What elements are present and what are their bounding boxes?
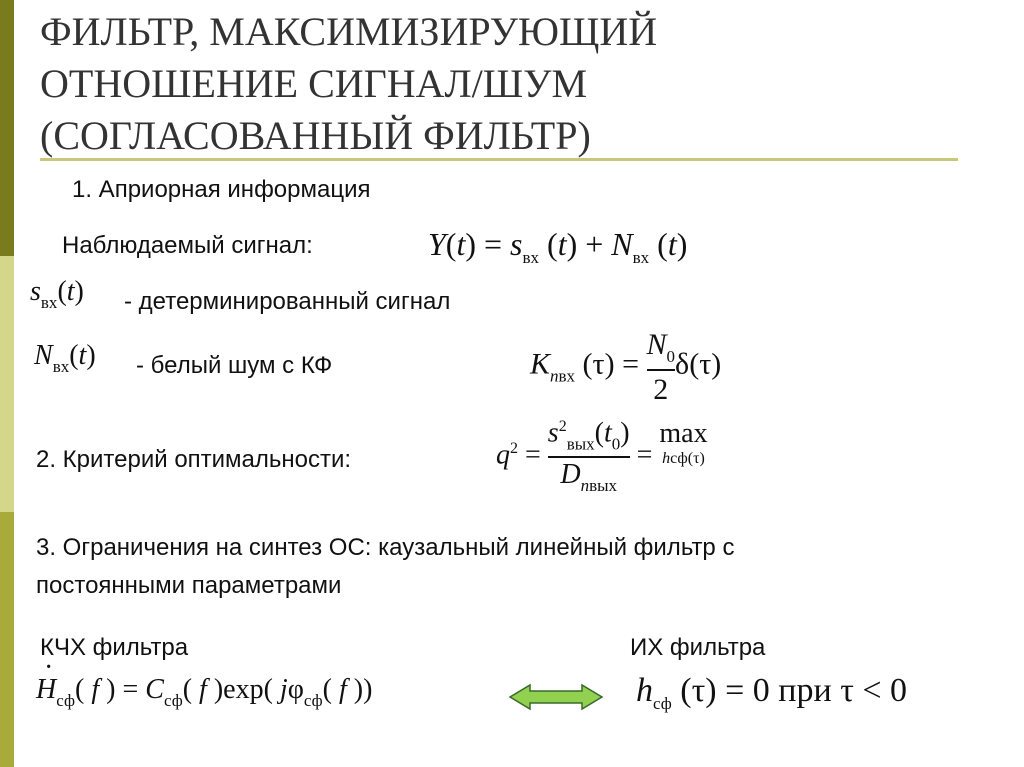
sidebar-band-bottom <box>0 512 14 767</box>
title-divider <box>40 158 958 161</box>
double-arrow-icon <box>508 683 604 711</box>
title-line-3: (СОГЛАСОВАННЫЙ ФИЛЬТР) <box>40 113 591 158</box>
title-line-2: ОТНОШЕНИЕ СИГНАЛ/ШУМ <box>40 61 588 106</box>
frequency-response-formula: H · $_{сф}$( f ) = $C_{сф}$( f )exp( $j\varphi_{сф}$( f )) <box>36 652 373 710</box>
ih-label: ИХ фильтра <box>630 634 766 661</box>
det-signal-symbol: $s_{вх}(t)$ <box>30 276 84 312</box>
section3-line-2: постоянными параметрами <box>36 572 342 599</box>
observed-signal-formula: $Y(t) = s_{вх}$ $(t) + N_{вх}$ (t) <box>428 226 688 267</box>
det-signal-description: - детерминированный сигнал <box>124 288 451 315</box>
noise-symbol: $N_{вх}(t)$ <box>34 340 96 376</box>
sidebar-decoration <box>0 0 14 767</box>
sidebar-band-middle <box>0 256 14 512</box>
n0-over-2-fraction: $\frac{N_0}{2}$ <box>646 328 676 406</box>
sidebar-band-top <box>0 0 14 256</box>
kchh-label: КЧХ фильтра <box>40 634 189 661</box>
impulse-response-formula: $h_{сф}$ (τ) = 0 при τ < 0 <box>636 672 908 713</box>
section1-heading: 1. Априорная информация <box>72 176 371 203</box>
double-arrow-shape <box>510 685 602 709</box>
section2-heading: 2. Критерий оптимальности: <box>36 446 352 473</box>
title-line-1: ФИЛЬТР, МАКСИМИЗИРУЮЩИЙ <box>40 9 658 54</box>
section3-line-1: 3. Ограничения на синтез ОС: каузальный линейный фильтр с <box>36 534 735 561</box>
optimality-criterion-formula: $q^2$ = $\frac{s^2_{вых}(t_0)}{D_{nвых}}$ = max hсф(τ) <box>496 417 708 496</box>
noise-description: - белый шум с КФ <box>136 352 333 379</box>
snr-fraction: $\frac{s^2_{вых}(t_0)}{D_{nвых}}$ <box>547 417 630 496</box>
slide-title <box>40 6 970 162</box>
observed-signal-label: Наблюдаемый сигнал: <box>62 232 313 259</box>
noise-correlation-formula: $K_{nвх}$ (τ) = $\frac{N_0}{2}$ δ(τ) <box>530 328 722 406</box>
